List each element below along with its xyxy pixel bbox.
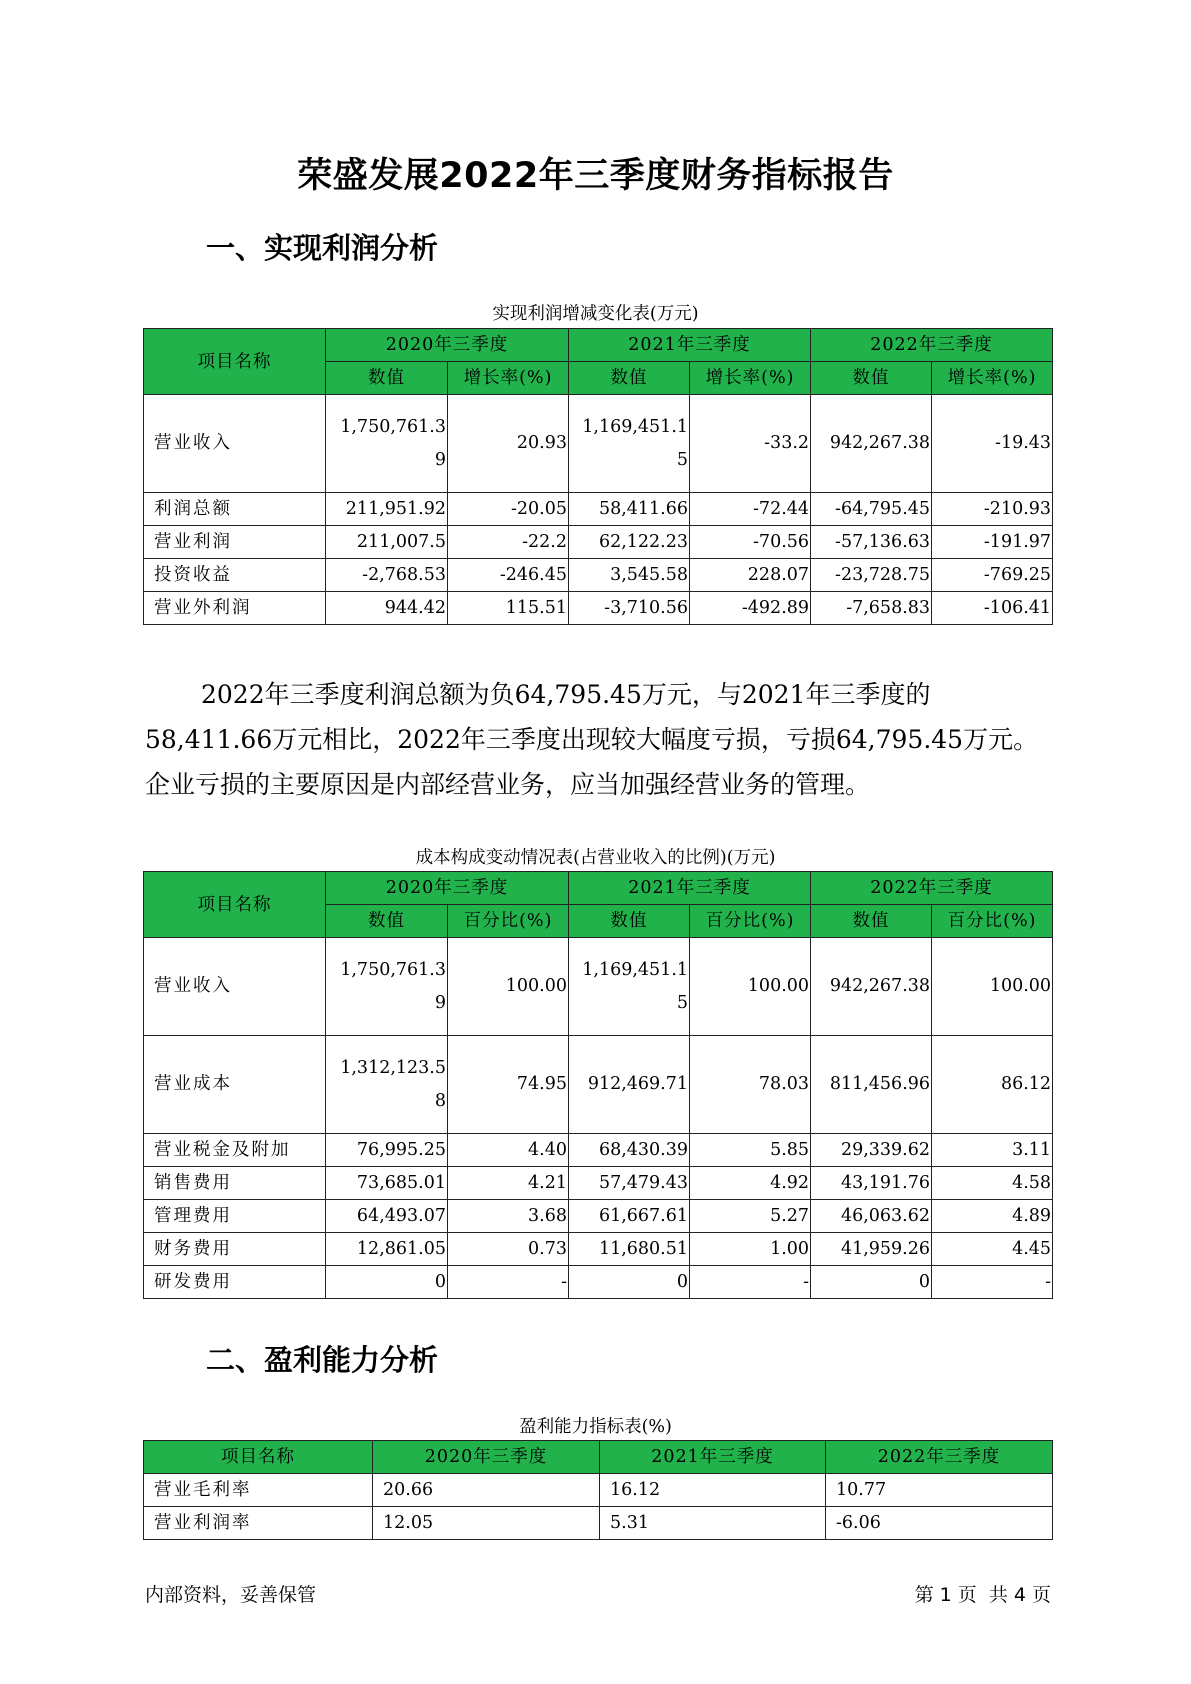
table-row [144, 1233, 1053, 1266]
cell-rate: -19.43 [932, 395, 1053, 493]
cell-value: -57,136.63 [811, 526, 932, 559]
cell-value: 211,007.5 [326, 526, 448, 559]
table-row [144, 1266, 1053, 1299]
cell-percent: 0.73 [448, 1233, 569, 1266]
header-item-name: 项目名称 [144, 329, 326, 395]
table-row [144, 559, 1053, 592]
cell-value: 1,169,451.15 [569, 938, 690, 1036]
cell-value: -3,710.56 [569, 592, 690, 625]
table-row [144, 493, 1053, 526]
header-year: 2022年三季度 [826, 1441, 1053, 1474]
cell-value: 811,456.96 [811, 1036, 932, 1134]
table-row [144, 938, 1053, 1036]
cell-value: 76,995.25 [326, 1134, 448, 1167]
cell-value: 11,680.51 [569, 1233, 690, 1266]
table-row [144, 1167, 1053, 1200]
header-value: 数值 [569, 905, 690, 938]
cell-rate: 20.93 [448, 395, 569, 493]
header-value: 数值 [326, 362, 448, 395]
cell-value: 58,411.66 [569, 493, 690, 526]
cell-rate: -210.93 [932, 493, 1053, 526]
cell-value: 61,667.61 [569, 1200, 690, 1233]
cell-value: 68,430.39 [569, 1134, 690, 1167]
footer-confidential-note: 内部资料，妥善保管 [145, 1584, 317, 1606]
cell-value: 5.31 [600, 1507, 826, 1540]
cell-value: 1,750,761.39 [326, 938, 448, 1036]
cell-value: 43,191.76 [811, 1167, 932, 1200]
cell-rate: -492.89 [690, 592, 811, 625]
footer-page-number: 第 1 页 共 4 页 [914, 1584, 1051, 1606]
table-caption-profit-change: 实现利润增减变化表(万元) [492, 304, 699, 324]
header-value: 数值 [811, 905, 932, 938]
cell-value: 73,685.01 [326, 1167, 448, 1200]
row-label: 利润总额 [144, 493, 326, 526]
row-label: 营业收入 [144, 938, 326, 1036]
cell-value: -2,768.53 [326, 559, 448, 592]
cell-percent: 4.92 [690, 1167, 811, 1200]
cell-percent: 3.68 [448, 1200, 569, 1233]
analysis-paragraph [145, 672, 1050, 807]
header-year: 2021年三季度 [569, 872, 811, 905]
section-heading-profitability: 二、盈利能力分析 [206, 1343, 439, 1377]
table-row [144, 1507, 1053, 1540]
cell-value: 1,750,761.39 [326, 395, 448, 493]
cell-percent: 4.40 [448, 1134, 569, 1167]
cell-percent: 4.45 [932, 1233, 1053, 1266]
cell-value: 10.77 [826, 1474, 1053, 1507]
cell-value: -6.06 [826, 1507, 1053, 1540]
cell-value: 57,479.43 [569, 1167, 690, 1200]
cell-percent: 4.21 [448, 1167, 569, 1200]
cell-value: 0 [811, 1266, 932, 1299]
cell-rate: -246.45 [448, 559, 569, 592]
document-title: 荣盛发展2022年三季度财务指标报告 [297, 156, 894, 196]
header-year: 2021年三季度 [569, 329, 811, 362]
cell-percent: 100.00 [448, 938, 569, 1036]
table-row [144, 1200, 1053, 1233]
cell-value: 211,951.92 [326, 493, 448, 526]
cell-rate: -72.44 [690, 493, 811, 526]
cost-structure-table [143, 871, 1053, 1299]
header-percent: 百分比(%) [932, 905, 1053, 938]
header-year: 2020年三季度 [326, 329, 569, 362]
cell-value: 912,469.71 [569, 1036, 690, 1134]
cell-rate: -191.97 [932, 526, 1053, 559]
table-row [144, 395, 1053, 493]
cell-value: 16.12 [600, 1474, 826, 1507]
cell-value: 1,169,451.15 [569, 395, 690, 493]
row-label: 营业收入 [144, 395, 326, 493]
cell-percent: 1.00 [690, 1233, 811, 1266]
paragraph-text: 2022年三季度利润总额为负64,795.45万元，与2021年三季度的58,411.66万元相比，2022年三季度出现较大幅度亏损，亏损64,795.45万元。 企业亏损的主要原因是内部经营业务，应当加强经营业务的管理。 [145, 680, 1039, 799]
cell-value: -7,658.83 [811, 592, 932, 625]
header-year: 2020年三季度 [373, 1441, 600, 1474]
row-label: 营业成本 [144, 1036, 326, 1134]
cell-value: 12,861.05 [326, 1233, 448, 1266]
header-item-name: 项目名称 [144, 872, 326, 938]
header-year: 2022年三季度 [811, 329, 1053, 362]
cell-percent: 3.11 [932, 1134, 1053, 1167]
cell-percent: 5.85 [690, 1134, 811, 1167]
header-percent: 百分比(%) [448, 905, 569, 938]
row-label: 营业毛利率 [144, 1474, 373, 1507]
header-year: 2022年三季度 [811, 872, 1053, 905]
header-growth-rate: 增长率(%) [690, 362, 811, 395]
cell-value: 64,493.07 [326, 1200, 448, 1233]
header-percent: 百分比(%) [690, 905, 811, 938]
cell-value: 41,959.26 [811, 1233, 932, 1266]
table-row [144, 1036, 1053, 1134]
row-label: 销售费用 [144, 1167, 326, 1200]
cell-percent: 5.27 [690, 1200, 811, 1233]
cell-value: 46,063.62 [811, 1200, 932, 1233]
cell-rate: 115.51 [448, 592, 569, 625]
cell-rate: -20.05 [448, 493, 569, 526]
profitability-table [143, 1440, 1053, 1540]
cell-value: 29,339.62 [811, 1134, 932, 1167]
cell-percent: 100.00 [932, 938, 1053, 1036]
row-label: 财务费用 [144, 1233, 326, 1266]
row-label: 营业利润率 [144, 1507, 373, 1540]
header-value: 数值 [326, 905, 448, 938]
header-item-name: 项目名称 [144, 1441, 373, 1474]
cell-value: 1,312,123.58 [326, 1036, 448, 1134]
cell-value: 3,545.58 [569, 559, 690, 592]
table-row [144, 1474, 1053, 1507]
section-heading-profit: 一、实现利润分析 [206, 231, 439, 265]
cell-value: 0 [569, 1266, 690, 1299]
cell-value: 942,267.38 [811, 395, 932, 493]
cell-percent: 78.03 [690, 1036, 811, 1134]
cell-percent: 4.89 [932, 1200, 1053, 1233]
cell-rate: -106.41 [932, 592, 1053, 625]
row-label: 管理费用 [144, 1200, 326, 1233]
cell-rate: -70.56 [690, 526, 811, 559]
cell-percent: - [690, 1266, 811, 1299]
profit-change-table [143, 328, 1053, 625]
cell-rate: -22.2 [448, 526, 569, 559]
cell-value: -23,728.75 [811, 559, 932, 592]
header-growth-rate: 增长率(%) [448, 362, 569, 395]
cell-rate: 228.07 [690, 559, 811, 592]
cell-value: 944.42 [326, 592, 448, 625]
row-label: 投资收益 [144, 559, 326, 592]
cell-value: 62,122.23 [569, 526, 690, 559]
table-row [144, 592, 1053, 625]
table-caption-cost-structure: 成本构成变动情况表(占营业收入的比例)(万元) [415, 848, 776, 868]
cell-percent: - [448, 1266, 569, 1299]
header-growth-rate: 增长率(%) [932, 362, 1053, 395]
cell-value: 942,267.38 [811, 938, 932, 1036]
table-row [144, 526, 1053, 559]
cell-value: 12.05 [373, 1507, 600, 1540]
table-caption-profitability: 盈利能力指标表(%) [519, 1417, 672, 1437]
header-value: 数值 [569, 362, 690, 395]
cell-value: -64,795.45 [811, 493, 932, 526]
header-year: 2021年三季度 [600, 1441, 826, 1474]
table-row [144, 1134, 1053, 1167]
cell-percent: 74.95 [448, 1036, 569, 1134]
cell-value: 0 [326, 1266, 448, 1299]
cell-percent: 4.58 [932, 1167, 1053, 1200]
row-label: 营业利润 [144, 526, 326, 559]
cell-percent: 100.00 [690, 938, 811, 1036]
cell-percent: 86.12 [932, 1036, 1053, 1134]
cell-value: 20.66 [373, 1474, 600, 1507]
row-label: 营业外利润 [144, 592, 326, 625]
header-value: 数值 [811, 362, 932, 395]
cell-rate: -769.25 [932, 559, 1053, 592]
cell-percent: - [932, 1266, 1053, 1299]
row-label: 研发费用 [144, 1266, 326, 1299]
row-label: 营业税金及附加 [144, 1134, 326, 1167]
cell-rate: -33.2 [690, 395, 811, 493]
header-year: 2020年三季度 [326, 872, 569, 905]
